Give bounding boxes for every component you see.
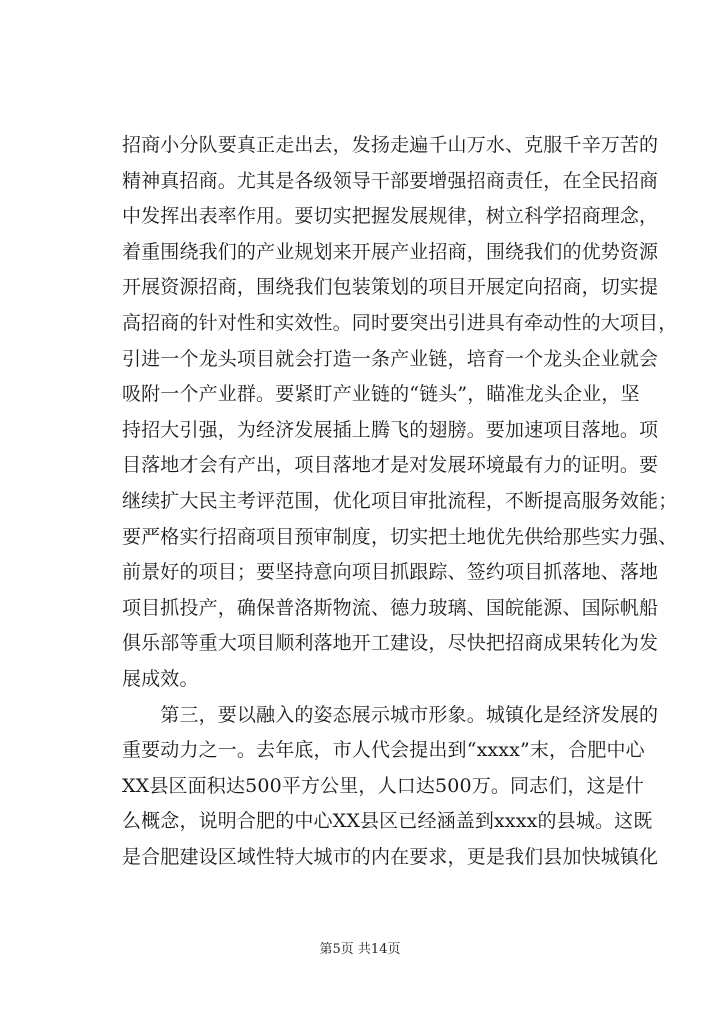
text-line-18: 重要动力之一。去年底，市人代会提出到“xxxx”末，合肥中心 (122, 739, 645, 762)
text-line-12: 要严格实行招商项目预审制度，切实把土地优先供给那些实力强、 (122, 525, 678, 548)
text-line-6: 高招商的针对性和实效性。同时要突出引进具有牵动性的大项目， (122, 311, 678, 334)
text-line-1: 招商小分队要真正走出去，发扬走遍千山万水、克服千辛万苦的 (122, 134, 659, 156)
text-line-2: 精神真招商。尤其是各级领导干部要增强招商责任，在全民招商 (122, 169, 659, 192)
text-line-5: 开展资源招商，围绕我们包装策划的项目开展定向招商，切实提 (122, 276, 659, 299)
text-line-4: 着重围绕我们的产业规划来开展产业招商，围绕我们的优势资源 (122, 240, 659, 263)
text-line-13: 前景好的项目；要坚持意向项目抓跟踪、签约项目抓落地、落地 (122, 561, 659, 584)
text-line-8: 吸附一个产业群。要紧盯产业链的“链头”，瞄准龙头企业，坚 (122, 383, 640, 406)
text-line-16: 展成效。 (122, 667, 199, 690)
text-line-20: 么概念，说明合肥的中心XX县区已经涵盖到xxxx的县城。这既 (122, 810, 653, 833)
text-line-3: 中发挥出表率作用。要切实把握发展规律，树立科学招商理念， (122, 205, 659, 228)
text-line-19: XX县区面积达500平方公里，人口达500万。同志们，这是什 (122, 774, 645, 797)
text-line-21: 是合肥建设区域性特大城市的内在要求，更是我们县加快城镇化 (122, 845, 659, 868)
text-line-10: 目落地才会有产出，项目落地才是对发展环境最有力的证明。要 (122, 454, 659, 477)
text-line-15: 俱乐部等重大项目顺利落地开工建设，尽快把招商成果转化为发 (122, 632, 659, 655)
body-text (122, 128, 678, 875)
text-line-14: 项目抓投产，确保普洛斯物流、德力玻璃、国皖能源、国际帆船 (122, 596, 659, 619)
page-number-footer: 第5页 共14页 (319, 942, 401, 957)
text-line-11: 继续扩大民主考评范围，优化项目审批流程，不断提高服务效能； (122, 489, 678, 512)
text-line-17: 第三，要以融入的姿态展示城市形象。城镇化是经济发展的 (122, 703, 659, 726)
text-line-9: 持招大引强，为经济发展插上腾飞的翅膀。要加速项目落地。项 (122, 418, 659, 441)
text-line-7: 引进一个龙头项目就会打造一条产业链，培育一个龙头企业就会 (122, 347, 659, 370)
